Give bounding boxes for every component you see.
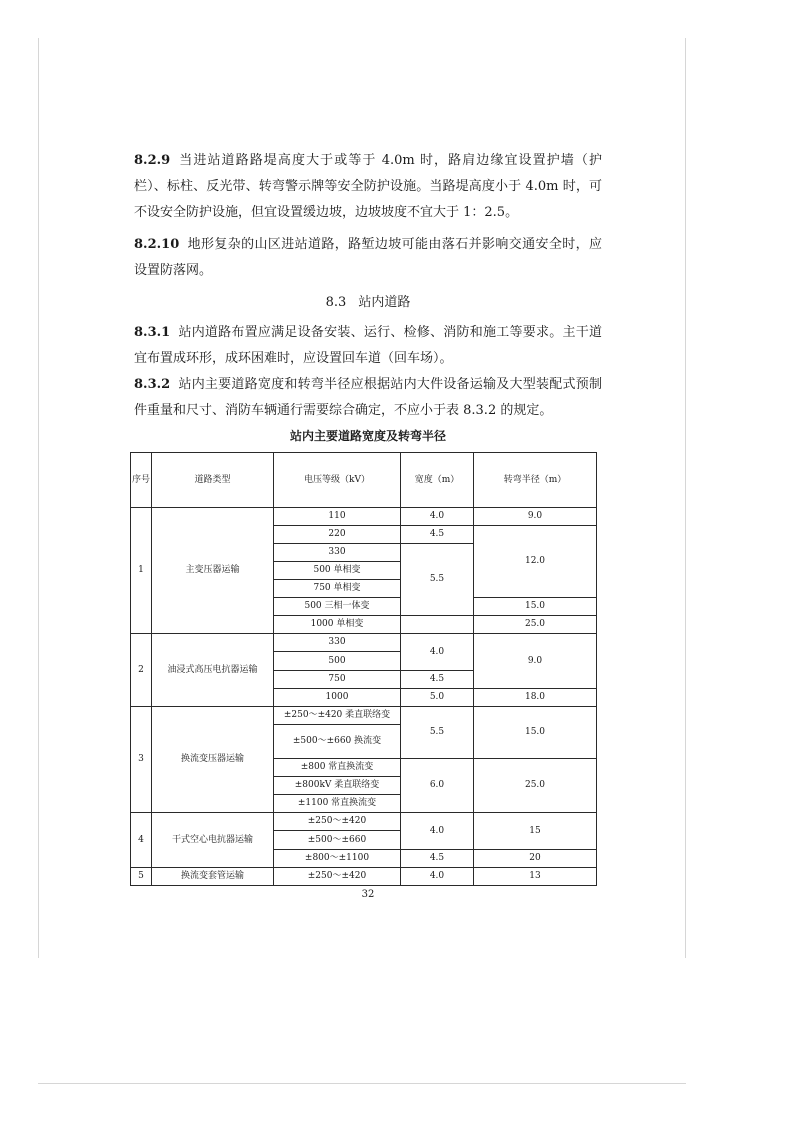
cell-voltage: ±500～±660: [274, 831, 401, 850]
cell-radius: 15: [474, 813, 597, 850]
cell-seq: 1: [131, 508, 152, 634]
table-row: [131, 813, 597, 831]
cell-voltage: ±500～±660 换流变: [274, 725, 401, 759]
cell-voltage: 1000: [274, 689, 401, 707]
cell-width: 4.0: [401, 868, 474, 886]
cell-width: [401, 616, 474, 634]
clause-number: 8.3.2: [134, 377, 171, 392]
clause-8-2-9: [134, 148, 602, 226]
cell-width: 5.5: [401, 707, 474, 759]
table-header-row: [131, 453, 597, 508]
cell-width: 4.0: [401, 813, 474, 850]
header-voltage: 电压等级（kV）: [274, 453, 401, 508]
header-type: 道路类型: [152, 453, 274, 508]
right-margin-line: [685, 38, 686, 958]
cell-seq: 2: [131, 634, 152, 707]
cell-voltage: ±250～±420 柔直联络变: [274, 707, 401, 725]
cell-width: 4.5: [401, 850, 474, 868]
cell-width: 4.5: [401, 671, 474, 689]
section-number: 8.3: [325, 295, 347, 310]
table-row: [131, 508, 597, 526]
cell-voltage: 330: [274, 544, 401, 562]
cell-type: 干式空心电抗器运输: [152, 813, 274, 868]
cell-radius: 15.0: [474, 707, 597, 759]
clause-text: 站内道路布置应满足设备安装、运行、检修、消防和施工等要求。主干道宜布置成环形，成环困难时，应设置回车道（回车场）。: [134, 325, 602, 366]
cell-radius: 9.0: [474, 634, 597, 689]
clause-text: 当进站道路路堤高度大于或等于 4.0m 时，路肩边缘宜设置护墙（护栏）、标柱、反光带、转弯警示牌等安全防护设施。当路堤高度小于 4.0m 时，可不设安全防护设施，但宜设置缓边坡，边坡坡度不宜大于 1：2.5。: [134, 153, 602, 220]
cell-radius: 25.0: [474, 759, 597, 813]
cell-voltage: ±250～±420: [274, 813, 401, 831]
cell-type: 主变压器运输: [152, 508, 274, 634]
road-spec-table: [130, 452, 597, 886]
clause-number: 8.3.1: [134, 325, 171, 340]
cell-radius: 25.0: [474, 616, 597, 634]
cell-width: 5.5: [401, 544, 474, 616]
header-width: 宽度（m）: [401, 453, 474, 508]
clause-text: 地形复杂的山区进站道路，路堑边坡可能由落石并影响交通安全时，应设置防落网。: [134, 237, 602, 278]
cell-voltage: 110: [274, 508, 401, 526]
cell-radius: 12.0: [474, 526, 597, 598]
clause-number: 8.2.9: [134, 153, 171, 168]
cell-width: 4.0: [401, 508, 474, 526]
cell-width: 4.0: [401, 634, 474, 671]
cell-voltage: 1000 单相变: [274, 616, 401, 634]
section-heading: [134, 293, 602, 313]
cell-width: 4.5: [401, 526, 474, 544]
clause-number: 8.2.10: [134, 237, 180, 252]
cell-voltage: ±800～±1100: [274, 850, 401, 868]
clause-8-3-2: [134, 372, 602, 424]
section-title: 站内道路: [358, 295, 411, 310]
cell-seq: 3: [131, 707, 152, 813]
cell-voltage: 750 单相变: [274, 580, 401, 598]
cell-voltage: 220: [274, 526, 401, 544]
cell-radius: 18.0: [474, 689, 597, 707]
table-row: [131, 707, 597, 725]
cell-radius: 20: [474, 850, 597, 868]
table-row: [131, 634, 597, 652]
cell-radius: 13: [474, 868, 597, 886]
cell-type: 油浸式高压电抗器运输: [152, 634, 274, 707]
cell-radius: 15.0: [474, 598, 597, 616]
header-radius: 转弯半径（m）: [474, 453, 597, 508]
cell-voltage: 750: [274, 671, 401, 689]
page-number: 32: [361, 889, 375, 900]
cell-voltage: ±800 常直换流变: [274, 759, 401, 777]
cell-voltage: ±800kV 柔直联络变: [274, 777, 401, 795]
bottom-page-line: [38, 1083, 686, 1084]
clause-8-2-10: [134, 232, 602, 284]
cell-voltage: 500 三相一体变: [274, 598, 401, 616]
cell-voltage: 500 单相变: [274, 562, 401, 580]
table-row: [131, 868, 597, 886]
cell-type: 换流变压器运输: [152, 707, 274, 813]
cell-width: 5.0: [401, 689, 474, 707]
cell-voltage: ±1100 常直换流变: [274, 795, 401, 813]
cell-radius: 9.0: [474, 508, 597, 526]
clause-text: 站内主要道路宽度和转弯半径应根据站内大件设备运输及大型装配式预制件重量和尺寸、消防车辆通行需要综合确定，不应小于表 8.3.2 的规定。: [134, 377, 602, 418]
clause-8-3-1: [134, 320, 602, 372]
table-title: 站内主要道路宽度及转弯半径: [289, 429, 446, 443]
cell-voltage: ±250～±420: [274, 868, 401, 886]
left-margin-line: [38, 38, 39, 958]
cell-type: 换流变套管运输: [152, 868, 274, 886]
cell-voltage: 330: [274, 634, 401, 652]
cell-width: 6.0: [401, 759, 474, 813]
cell-seq: 5: [131, 868, 152, 886]
cell-seq: 4: [131, 813, 152, 868]
header-seq: 序号: [131, 453, 152, 508]
cell-voltage: 500: [274, 652, 401, 671]
